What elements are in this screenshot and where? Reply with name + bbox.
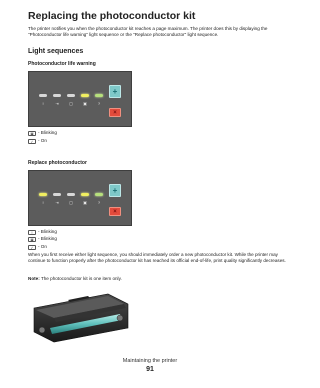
legend-item: [28, 130, 57, 136]
stop-button[interactable]: [109, 207, 121, 216]
legend-item: [28, 236, 57, 242]
error-icon: !: [42, 200, 44, 205]
error-icon: !: [28, 230, 36, 235]
supplies-icon: ▣: [83, 101, 87, 106]
plus-icon: +: [112, 186, 118, 195]
load-paper-led: [53, 94, 61, 97]
go-button[interactable]: [109, 184, 121, 197]
led-icon-row: [39, 101, 103, 106]
info-paragraph: When you first receive either light sequence, you should immediately order a new photoconductor kit. While the printer may continue to function properly after the photoconductor kit has reached its official end-of-life, print quality significantly decreases.: [28, 252, 286, 264]
footer-section-label: Maintaining the printer: [122, 358, 178, 364]
load-paper-led: [53, 193, 61, 196]
legend-item: [28, 229, 57, 235]
legend-text: - On: [38, 138, 47, 143]
error-led: [39, 193, 47, 196]
help-icon: ?: [97, 200, 101, 205]
intro-paragraph: The printer notifies you when the photoconductor kit reaches a page maximum. The printer does this by displaying the "Photoconductor life warning" light sequence or the "Replace photoconductor" light sequence.: [28, 26, 268, 38]
ready-icon: ✓: [28, 245, 36, 250]
legend-text: - Blinking: [38, 229, 57, 234]
replace-heading: Replace photoconductor: [28, 160, 87, 166]
legend-item: [28, 138, 47, 144]
paper-jam-led: [67, 94, 75, 97]
paper-jam-icon: ▢: [69, 200, 73, 205]
warning-heading: Photoconductor life warning: [28, 61, 96, 67]
cancel-icon: ×: [113, 110, 117, 116]
plus-icon: +: [112, 87, 118, 96]
page-number: 91: [146, 366, 154, 373]
legend-text: - Blinking: [38, 236, 57, 241]
ready-led: [95, 193, 103, 196]
led-icon-row: [39, 200, 103, 205]
error-icon: !: [42, 101, 44, 106]
go-button[interactable]: [109, 85, 121, 98]
ready-icon: ✓: [28, 139, 36, 144]
control-panel-replace: [28, 170, 132, 226]
paper-jam-icon: ▢: [69, 101, 73, 106]
control-panel-warning: [28, 71, 132, 127]
legend-text: - On: [38, 244, 47, 249]
stop-button[interactable]: [109, 108, 121, 117]
ready-led: [95, 94, 103, 97]
supplies-led: [81, 94, 89, 97]
load-paper-icon: ⇥: [55, 101, 59, 106]
supplies-icon: ▣: [28, 237, 36, 242]
photoconductor-kit-image: [28, 288, 132, 346]
error-led: [39, 94, 47, 97]
supplies-icon: ▣: [28, 131, 36, 136]
load-paper-icon: ⇥: [55, 200, 59, 205]
led-row: [39, 193, 103, 196]
supplies-icon: ▣: [83, 200, 87, 205]
cancel-icon: ×: [113, 209, 117, 215]
page-title: Replacing the photoconductor kit: [28, 10, 196, 22]
legend-item: [28, 244, 47, 250]
legend-text: - Blinking: [38, 130, 57, 135]
help-icon: ?: [97, 101, 101, 106]
supplies-led: [81, 193, 89, 196]
section-heading: Light sequences: [28, 48, 84, 55]
note: [28, 276, 122, 281]
paper-jam-led: [67, 193, 75, 196]
note-label: Note:: [28, 276, 40, 281]
led-row: [39, 94, 103, 97]
note-text: The photoconductor kit is one item only.: [39, 276, 122, 281]
